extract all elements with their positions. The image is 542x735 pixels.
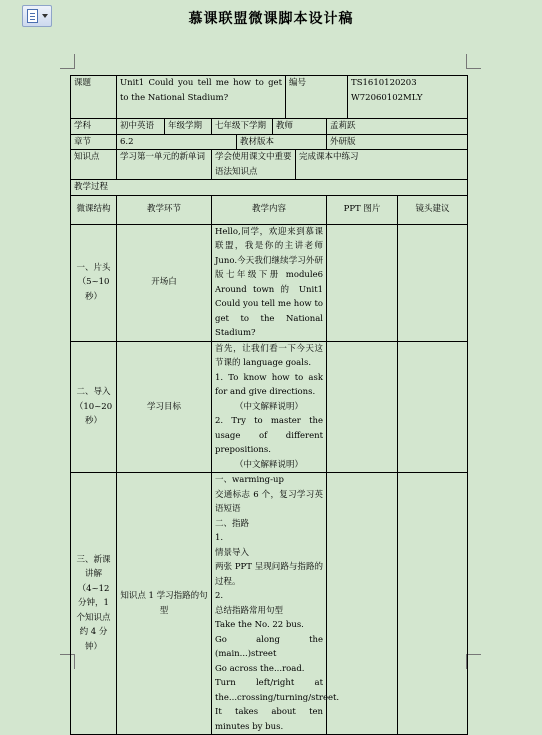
subject-label: 学科 — [71, 119, 117, 135]
knowledge-label: 知识点 — [71, 150, 117, 180]
crop-mark — [466, 654, 481, 669]
term-value: 七年级下学期 — [212, 119, 273, 135]
row-camera — [398, 473, 468, 735]
topic-label: 课题 — [71, 76, 117, 119]
content-line: Turn left/right at the...crossing/turning/street. — [215, 678, 340, 703]
number-value: TS1610120203 W72060102MLY — [348, 76, 468, 119]
row-camera — [398, 341, 468, 473]
header-camera: 镜头建议 — [398, 195, 468, 224]
row-content — [212, 473, 340, 735]
lesson-plan-table — [70, 75, 468, 735]
header-structure: 微课结构 — [71, 195, 117, 224]
content-line: 二、指路 — [215, 518, 250, 529]
content-line: 一、warming-up — [215, 475, 284, 485]
content-line: Take the No. 22 bus. — [215, 620, 304, 630]
content-line: 1. — [215, 533, 224, 543]
knowledge-point-2: 学会使用课文中重要语法知识点 — [212, 150, 296, 180]
knowledge-point-3: 完成课本中练习 — [296, 150, 468, 180]
row-content — [212, 224, 327, 341]
teacher-value: 孟莉跃 — [327, 119, 468, 135]
section-value: 6.2 — [117, 134, 237, 150]
content-line: Go across the...road. — [215, 663, 305, 674]
row-step: 知识点 1 学习指路的句型 — [117, 473, 212, 735]
topic-value: Unit1 Could you tell me how to get to the National Stadium? — [117, 76, 286, 119]
teacher-label: 教师 — [273, 119, 327, 135]
content-line: 两张 PPT 呈现问路与指路的过程。 — [215, 562, 324, 587]
header-content: 教学内容 — [212, 195, 327, 224]
content-line: 2. — [215, 591, 224, 601]
row-content — [212, 341, 327, 473]
content-line: It takes about ten minutes by bus. — [215, 707, 324, 732]
header-step: 教学环节 — [117, 195, 212, 224]
knowledge-point-1: 学习第一单元的新单词 — [117, 150, 212, 180]
content-line: Hello,同学，欢迎来到慕课联盟，我是你的主讲老师 Juno.今天我们继续学习外研版七年级下册 module6 Around town 的 Unit1 Could you tell me how to get to the National Stadium? — [215, 226, 324, 338]
row-step: 学习目标 — [117, 341, 212, 473]
number-label: 编号 — [286, 76, 348, 119]
row-structure: 一、片头（5~10 秒） — [71, 224, 117, 341]
content-line: 首先，让我们看一下今天这节课的 language goals. — [215, 343, 324, 368]
row-ppt — [327, 341, 398, 473]
content-line: Go along the (main...)street — [215, 634, 324, 659]
crop-mark — [466, 54, 481, 69]
content-line: 总结指路常用句型 — [215, 605, 284, 616]
row-camera — [398, 224, 468, 341]
crop-mark — [60, 54, 75, 69]
content-line: 情景导入 — [215, 547, 250, 558]
header-ppt: PPT 图片 — [327, 195, 398, 224]
row-step: 开场白 — [117, 224, 212, 341]
textbook-label: 教材版本 — [237, 134, 327, 150]
subject-value: 初中英语 — [117, 119, 165, 135]
process-title: 教学过程 — [71, 180, 468, 196]
term-label: 年级学期 — [165, 119, 212, 135]
row-ppt — [327, 224, 398, 341]
textbook-value: 外研版 — [327, 134, 468, 150]
row-structure: 三、新课讲解（4~12 分钟，1 个知识点约 4 分钟） — [71, 473, 117, 735]
row-structure: 二、导入（10~20 秒） — [71, 341, 117, 473]
content-line: （中文解释说明） — [235, 459, 304, 470]
content-line: （中文解释说明） — [235, 401, 304, 412]
content-line: 1. To know how to ask for and give directions. — [215, 372, 324, 397]
document-title: 慕课联盟微课脚本设计稿 — [188, 11, 354, 27]
section-label: 章节 — [71, 134, 117, 150]
content-line: 2. Try to master the usage of different prepositions. — [215, 416, 324, 455]
content-line: 交通标志 6 个，复习学习英语短语 — [215, 489, 324, 514]
